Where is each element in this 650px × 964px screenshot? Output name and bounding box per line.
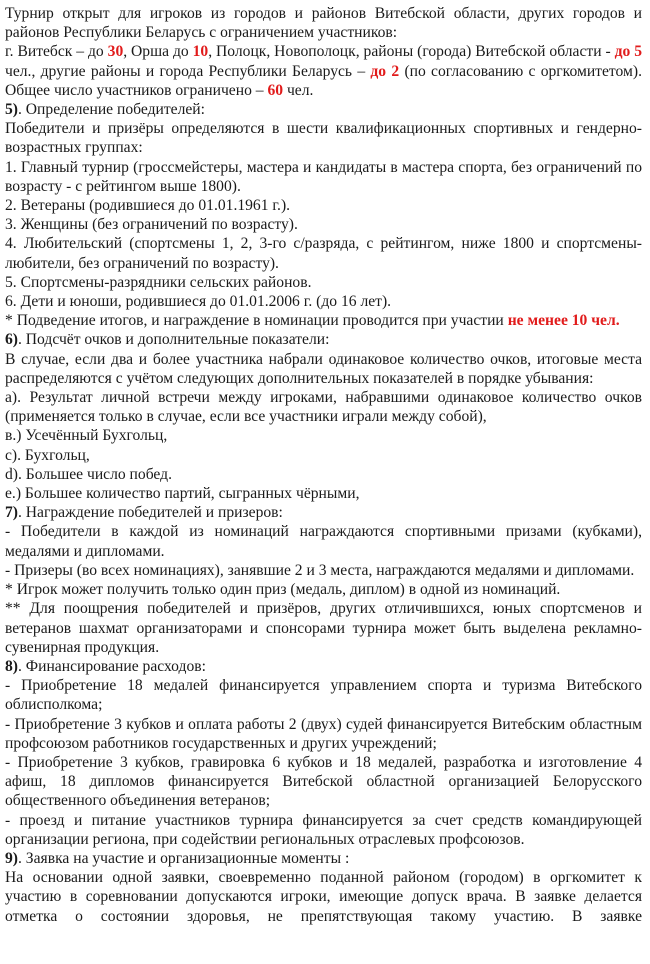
section-number: 6) [5,331,18,349]
limit-regions: до 5 [614,43,642,61]
limit-total: 60 [267,81,284,99]
section-9-heading [5,849,642,868]
min-participants: не менее 10 чел. [507,312,620,330]
s5-item-3: 3. Женщины (без ограничений по возрасту). [5,216,298,234]
text-fragment: (по согласованию с оргкомитетом). Общее число участников ограничено – [5,62,642,99]
text-fragment: , Полоцк, Новополоцк, районы (города) Витебской области - [208,43,615,61]
s6-item-d: d). Большее число побед. [5,465,172,483]
intro-line-1: Турнир открыт для игроков из городов и районов Витебской области, других городов и районов Республики Беларусь с ограничением участников: [5,5,642,42]
limit-vitebsk: 30 [107,43,124,61]
s5-paragraph-1: Победители и призёры определяются в шести квалификационных спортивных и гендерно-возрастных группах: [5,120,642,157]
text-fragment: чел., другие районы и города Республики Беларусь – [5,62,371,80]
s7-paragraph-1: - Победители в каждой из номинаций награждаются спортивными призами (кубками), медалями и дипломами. [5,523,642,560]
text-fragment: чел. [283,81,314,99]
text-fragment: * Подведение итогов, и награждение в номинации проводится при участии [5,312,508,330]
text-fragment: г. Витебск – до [5,43,108,61]
s6-item-a: а). Результат личной встречи между игроками, набравшими одинаковое количество очков (применяется только в случае, если все участники играли между собой), [5,389,642,426]
s8-paragraph-4: - проезд и питание участников турнира финансируется за счет средств командирующей организации региона, при содействии региональных отраслевых профсоюзов. [5,811,642,848]
section-7-heading [5,503,642,522]
section-title: . Подсчёт очков и дополнительные показатели: [18,331,330,349]
s5-item-2: 2. Ветераны (родившиеся до 01.01.1961 г.). [5,197,291,215]
s6-item-b: в.) Усечённый Бухгольц, [5,427,168,445]
section-number: 7) [5,504,18,522]
s5-item-6: 6. Дети и юноши, родившиеся до 01.01.2006 г. (до 16 лет). [5,293,392,311]
text-fragment: , Орша до [123,43,193,61]
section-6-heading [5,330,642,349]
s8-paragraph-3: - Приобретение 3 кубков, гравировка 6 кубков и 18 медалей, разработка и изготовление 4 афиш, 18 дипломов финансируется Витебской областной организацией Белорусского общественного объединения ветеранов; [5,753,642,810]
s7-paragraph-3: * Игрок может получить только один приз (медаль, диплом) в одной из номинаций. [5,581,561,599]
section-number: 5) [5,101,18,119]
section-title: . Определение победителей: [18,101,205,119]
s7-paragraph-2: - Призеры (во всех номинациях), занявшие 2 и 3 места, награждаются медалями и дипломами. [5,561,635,579]
section-number: 9) [5,849,18,867]
s6-item-c: с). Бухгольц, [5,446,90,464]
s7-paragraph-4: ** Для поощрения победителей и призёров, других отличившихся, юных спортсменов и ветеранов шахмат организаторами и спонсорами турнира может быть выделена рекламно-сувенирная продукция. [5,600,642,656]
s5-item-5: 5. Спортсмены-разрядники сельских районов. [5,273,312,291]
s6-item-e: е.) Большее количество партий, сыгранных чёрными, [5,485,360,503]
section-title: . Награждение победителей и призеров: [18,504,283,522]
s5-item-4: 4. Любительский (спортсмены 1, 2, 3-го с/разряда, с рейтингом, ниже 1800 и спортсмены-любители, без ограничений по возрасту). [5,235,642,272]
s5-note [5,311,642,330]
s6-paragraph-1: В случае, если два и более участника набрали одинаковое количество очков, итоговые места распределяются с учётом следующих дополнительных показателей в порядке убывания: [5,350,642,387]
limit-other: до 2 [370,62,400,80]
intro-limits-paragraph [5,42,642,100]
section-number: 8) [5,657,18,675]
section-8-heading [5,657,642,676]
s5-item-1: 1. Главный турнир (гроссмейстеры, мастера и кандидаты в мастера спорта, без ограничений по возрасту - с рейтингом выше 1800). [5,158,642,195]
s8-paragraph-1: - Приобретение 18 медалей финансируется управлением спорта и туризма Витебского облисполкома; [5,677,642,714]
limit-orsha: 10 [192,43,209,61]
section-title: . Финансирование расходов: [18,657,206,675]
s9-paragraph-1: На основании одной заявки, своевременно поданной районом (городом) в оргкомитет к участию в соревновании допускаются игроки, имеющие допуск врача. В заявке делается отметка о состоянии здоровья, не препятствующая такому участию. В заявке [5,869,642,925]
s8-paragraph-2: - Приобретение 3 кубков и оплата работы 2 (двух) судей финансируется Витебским областным профсоюзом работников государственных и других учреждений; [5,715,642,752]
section-5-heading [5,100,642,119]
intro-paragraph [5,4,642,42]
section-title: . Заявка на участие и организационные моменты : [18,849,350,867]
